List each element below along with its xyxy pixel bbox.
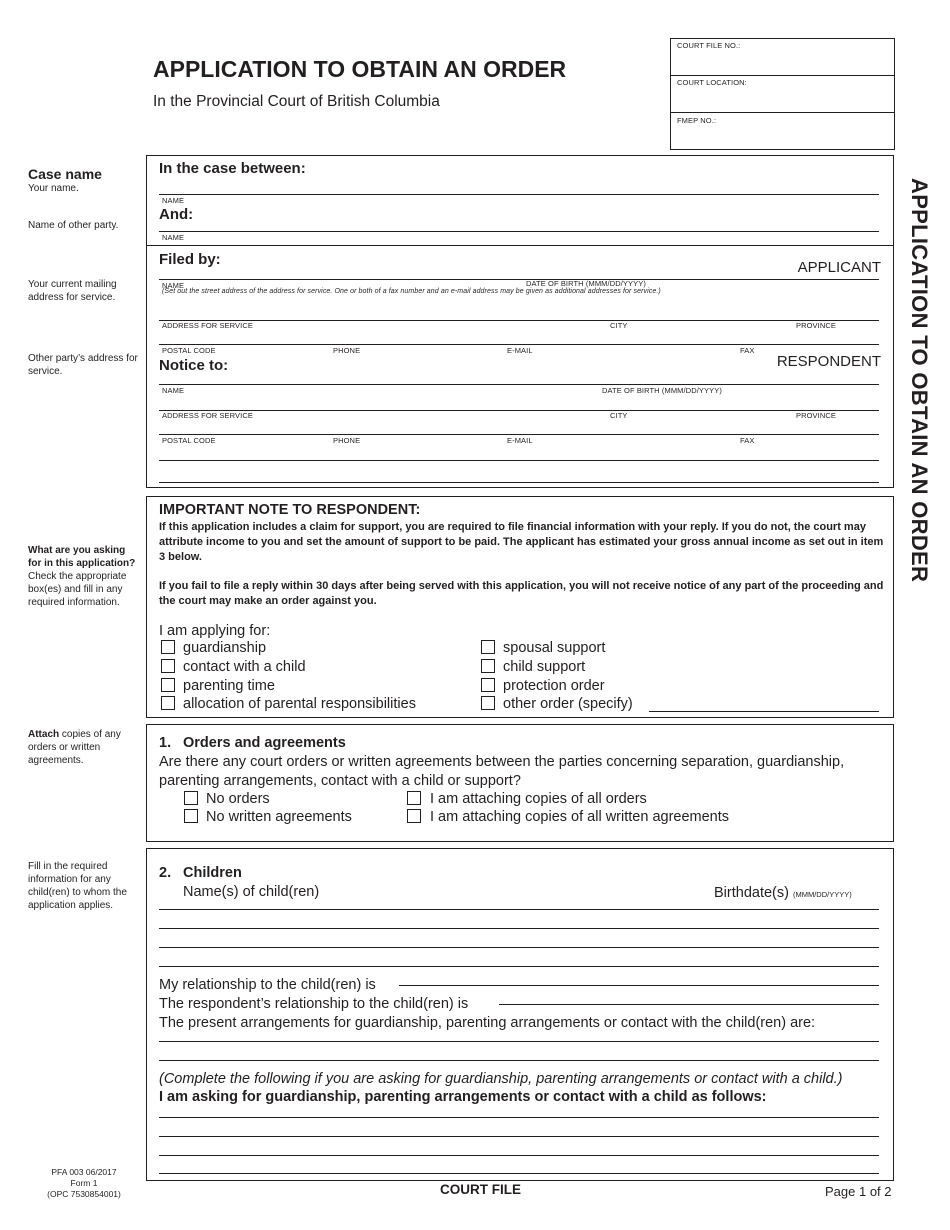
protection-order-option: protection order [503,678,605,694]
court-file-no-field[interactable]: COURT FILE NO.: [677,41,741,50]
respondent-email-label: E-MAIL [507,436,533,445]
applicant-name-label: NAME [162,281,185,290]
applicant-address-line[interactable] [159,320,879,321]
attach-help-rest: copies of any orders or written agreements. [28,729,121,766]
opc-number: (OPC 7530854001) [47,1189,121,1199]
no-orders-option: No orders [206,791,270,807]
attach-orders-checkbox[interactable] [407,791,421,805]
orders-box [146,724,894,842]
respondent-name-label: NAME [162,386,185,395]
other-address-help: Other party’s address for service. [28,353,138,377]
other-order-option: other order (specify) [503,696,633,712]
asking-help-bold: What are you asking for in this application? [28,545,136,569]
orders-question: Are there any court orders or written agreements between the parties concerning separation, guardianship, parenting arrangements, contact with a child or support? [159,754,845,789]
other-order-checkbox[interactable] [481,696,495,710]
other-order-specify-line[interactable] [649,711,879,712]
child-line[interactable] [159,947,879,948]
request-line[interactable] [159,1173,879,1174]
respondent-fax-label: FAX [740,436,755,445]
applicant-province-label: PROVINCE [796,321,836,330]
respondent-phone-label: PHONE [333,436,361,445]
applicant-email-label: E-MAIL [507,346,533,355]
side-title: APPLICATION TO OBTAIN AN ORDER [907,178,932,583]
respondent-relationship-line[interactable] [499,1004,879,1005]
respondent-relationship-label: The respondent’s relationship to the child(ren) is [159,996,469,1012]
request-line[interactable] [159,1117,879,1118]
my-relationship-label: My relationship to the child(ren) is [159,977,376,993]
guardianship-checkbox[interactable] [161,640,175,654]
respondent-label: RESPONDENT [776,353,881,370]
attach-help [28,728,138,767]
extra-line[interactable] [159,460,879,461]
contact-option: contact with a child [183,659,306,675]
note-para-support: If this application includes a claim for support, you are required to file financial information with your reply. If you do not, the court may attribute income to you and set the amount of support to be paid. The applicant has estimated your gross annual income as set out in item 3 below. [159,521,884,563]
parenting-time-option: parenting time [183,678,275,694]
respondent-address-line[interactable] [159,410,879,411]
parental-responsibilities-checkbox[interactable] [161,696,175,710]
no-agreements-option: No written agreements [206,809,352,825]
page-number: Page 1 of 2 [825,1184,892,1199]
protection-order-checkbox[interactable] [481,678,495,692]
applicant-phone-label: PHONE [333,346,361,355]
note-heading: IMPORTANT NOTE TO RESPONDENT: [159,502,421,518]
address-note: (Set out the street address of the address for service. One or both of a fax number and an e-mail address may be given as additional addresses for service.) [162,288,661,295]
child-support-option: child support [503,659,586,675]
respondent-contact-line[interactable] [159,434,879,435]
parental-responsibilities-option: allocation of parental responsibilities [183,696,416,712]
respondent-postal-label: POSTAL CODE [162,436,216,445]
divider [671,112,894,113]
present-arrangements-label: The present arrangements for guardianship, parenting arrangements or contact with the child(ren) are: [159,1015,816,1031]
extra-line[interactable] [159,482,879,483]
party-name-line[interactable] [159,194,879,195]
applicant-dob-label: DATE OF BIRTH (MMM/DD/YYYY) [526,279,646,288]
birthdates-format: (MMM/DD/YYYY) [792,890,852,899]
attach-help-bold: Attach [28,729,60,740]
parenting-time-checkbox[interactable] [161,678,175,692]
applicant-address-label: ADDRESS FOR SERVICE [162,321,253,330]
form-subtitle: In the Provincial Court of British Columbia [153,93,440,110]
guardianship-option: guardianship [183,640,267,656]
respondent-name-line[interactable] [159,384,879,385]
applicant-label: APPLICANT [797,259,881,276]
applying-for-label: I am applying for: [159,623,271,639]
birthdates-label-text: Birthdate(s) [714,885,789,901]
complete-note: (Complete the following if you are asking for guardianship, parenting arrangements or contact with a child.) [159,1071,843,1087]
other-party-line[interactable] [159,231,879,232]
request-line[interactable] [159,1136,879,1137]
children-number: 2. [159,865,172,881]
orders-heading: Orders and agreements [183,735,346,751]
form-code: PFA 003 06/2017 [51,1167,117,1177]
notice-to-heading: Notice to: [159,357,229,374]
and-label: And: [159,206,194,223]
section-divider [147,245,893,246]
case-box [146,155,894,488]
note-box [146,496,894,718]
attach-agreements-option: I am attaching copies of all written agreements [430,809,730,825]
court-info-box [670,38,895,150]
children-help: Fill in the required information for any child(ren) to whom the application applies. [28,861,127,911]
my-relationship-line[interactable] [399,985,879,986]
asking-help-rest: Check the appropriate box(es) and fill in any required information. [28,571,127,608]
arrangements-line[interactable] [159,1060,879,1061]
applicant-contact-line[interactable] [159,344,879,345]
form-number: Form 1 [70,1178,98,1188]
court-file-footer: COURT FILE [440,1182,521,1197]
children-box [146,848,894,1181]
between-heading: In the case between: [159,160,306,177]
respondent-province-label: PROVINCE [796,411,836,420]
asking-as-follows: I am asking for guardianship, parenting arrangements or contact with a child as follows: [159,1089,767,1105]
no-orders-checkbox[interactable] [184,791,198,805]
respondent-dob-label: DATE OF BIRTH (MMM/DD/YYYY) [602,386,722,395]
birthdates-label [714,885,852,901]
applicant-name-line[interactable] [159,279,879,280]
your-name-help: Your name. [28,183,79,194]
spousal-support-option: spousal support [503,640,606,656]
mailing-address-help: Your current mailing address for service. [28,279,117,303]
form-title: APPLICATION TO OBTAIN AN ORDER [153,56,567,82]
case-name-label: Case name [28,166,102,182]
applicant-fax-label: FAX [740,346,755,355]
court-location-field[interactable]: COURT LOCATION: [677,78,747,87]
attach-orders-option: I am attaching copies of all orders [430,791,647,807]
note-para-reply: If you fail to file a reply within 30 days after being served with this application, you will not receive notice of any part of the proceeding and the court may make an order against you. [159,580,884,607]
party-name-label: NAME [162,196,185,205]
form-info [28,1167,140,1200]
child-line[interactable] [159,928,879,929]
arrangements-line[interactable] [159,1041,879,1042]
orders-number: 1. [159,735,172,751]
child-line[interactable] [159,909,879,910]
respondent-city-label: CITY [610,411,628,420]
child-names-label: Name(s) of child(ren) [183,884,320,900]
fmep-no-field[interactable]: FMEP NO.: [677,116,717,125]
respondent-address-label: ADDRESS FOR SERVICE [162,411,253,420]
other-party-name-label: NAME [162,233,185,242]
divider [671,75,894,76]
filed-by-heading: Filed by: [159,251,221,268]
applicant-city-label: CITY [610,321,628,330]
other-party-help: Name of other party. [28,220,119,231]
no-agreements-checkbox[interactable] [184,809,198,823]
child-support-checkbox[interactable] [481,659,495,673]
spousal-support-checkbox[interactable] [481,640,495,654]
applicant-postal-label: POSTAL CODE [162,346,216,355]
children-heading: Children [183,865,242,881]
attach-agreements-checkbox[interactable] [407,809,421,823]
child-line[interactable] [159,966,879,967]
request-line[interactable] [159,1155,879,1156]
contact-checkbox[interactable] [161,659,175,673]
asking-help [28,544,138,609]
